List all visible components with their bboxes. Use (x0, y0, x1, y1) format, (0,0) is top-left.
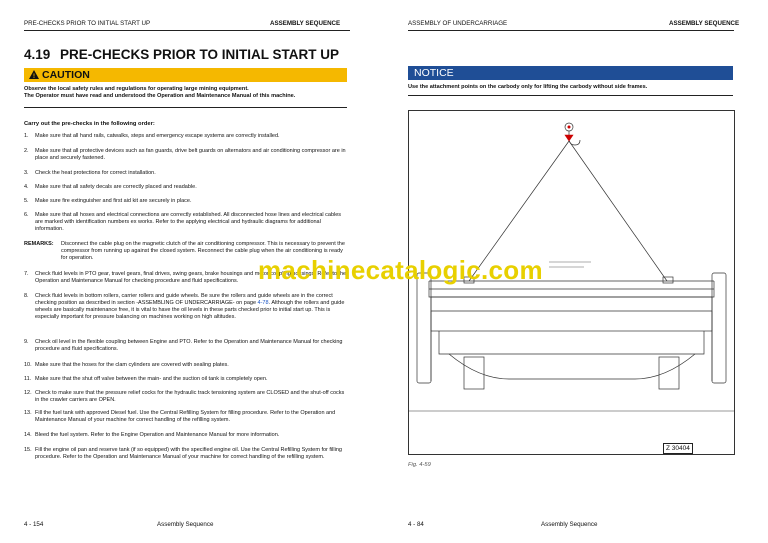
caution-line-1: Observe the local safety rules and regulations for operating large mining equipment. (24, 86, 249, 92)
right-header-title: ASSEMBLY OF UNDERCARRIAGE (408, 20, 508, 27)
roller-right (659, 357, 679, 389)
left-header-chapter: ASSEMBLY SEQUENCE (270, 20, 341, 27)
figure-id: Z 30404 (663, 443, 693, 454)
right-header-rule (408, 30, 734, 31)
remarks-label: REMARKS: (24, 241, 54, 247)
section-number: 4.19 (24, 47, 51, 62)
list-item: 15. Fill the engine oil pan and reserve tank (if so equipped) with the specified engine oil. Use the Central Refilling System for filling procedure. Refer to the Operation and Maintenance Manual of your machine for correct handling of the refilling system. (24, 447, 342, 460)
section-title (24, 47, 339, 62)
caution-line-2: The Operator must have read and understood the Operation and Maintenance Manual of this machine. (24, 93, 296, 100)
hook-point-icon (568, 126, 570, 128)
list-item: 10. Make sure that the hoses for the clam cylinders are covered with sealing plates. (24, 362, 229, 368)
right-footer-title: Assembly Sequence (541, 521, 598, 528)
left-header-rule (24, 30, 350, 31)
section-title-text: PRE-CHECKS PRIOR TO INITIAL START UP (60, 47, 340, 62)
list-item: 6. Make sure that all hoses and electrical connections are correctly established. All disconnected hose lines and electrical cables are marked with identification numbers ex works. Refer to the applying electrical and hydraulic diagrams for additional information. (24, 212, 342, 232)
right-header-chapter: ASSEMBLY SEQUENCE (669, 20, 740, 27)
left-header-title: PRE-CHECKS PRIOR TO INITIAL START UP (24, 20, 151, 27)
list-item: 12. Check to make sure that the pressure relief cocks for the hydraulic track tensioning system are CLOSED and the shut-off cocks in the crawler carriers are OPEN. (24, 390, 345, 403)
caution-banner: ! CAUTION (24, 68, 347, 82)
list-item: 4. Make sure that all safety decals are correctly placed and readable. (24, 184, 197, 190)
list-item: 3. Check the heat protections for correct installation. (24, 170, 156, 176)
watermark: machinecatalogic.com (258, 255, 543, 285)
caution-rule (24, 107, 347, 108)
notice-label: NOTICE (414, 67, 454, 79)
right-footer-page-number: 4 - 84 (408, 521, 424, 528)
roller-left (464, 357, 484, 389)
list-item: 11. Make sure that the shut off valve between the main- and the suction oil tank is completely open. (24, 376, 268, 382)
list-item: 9. Check oil level in the flexible coupling between Engine and PTO. Refer to the Operation and Maintenance Manual for checking procedure and fluid specifications. (24, 339, 343, 352)
notice-text: Use the attachment points on the carbody only for lifting the carbody without side frames. (408, 84, 648, 90)
list-item: 13. Fill the fuel tank with approved Diesel fuel. Use the Central Refilling System for filling procedure. Refer to the Operation and Maintenance Manual of your machine for correct handling of the refilling system. (24, 410, 336, 423)
list-item: 2. Make sure that all protective devices such as fan guards, drive belt guards on alternators and air conditioning compressor are in place and securely fastened. (24, 148, 346, 161)
figure-caption: Fig. 4-59 (408, 462, 431, 468)
list-item: 5. Make sure fire extinguisher and first aid kit are securely in place. (24, 198, 192, 204)
remarks-text: Disconnect the cable plug on the magnetic clutch of the air conditioning compressor. This is necessary to prevent the compressor from running up against the closed system. Reconnect the cable plug when the air conditioning is ready for operation. (61, 241, 345, 261)
checklist-intro: Carry out the pre-checks in the following order: (24, 121, 155, 127)
lifting-sling-right (569, 141, 667, 281)
notice-banner (408, 66, 733, 80)
list-item: 7. Check fluid levels in PTO gear, travel gears, final drives, swing gears, brake housings and motor coupling housings. Refer to the Operation and Maintenance Manual for checking procedure and fluid specifications. (24, 271, 347, 284)
list-item: 8. Check fluid levels in bottom rollers, carrier rollers and guide wheels. Be sure the rollers and guide wheels are in the correct checking position as described in section -ASSEMBLING OF UNDERCARRIAGE- on page 4-78. Although the rollers and guide wheels are basically maintenance free, it is vital to have the oil levels in these parts checked prior to initial start up. This is especially important for pressure balancing on machines working on high altitudes. (24, 293, 345, 320)
arrow-down-icon (565, 135, 573, 141)
left-footer-page-number: 4 - 154 (24, 521, 44, 528)
carbody-upper (431, 297, 712, 331)
caution-label: CAUTION (42, 69, 90, 81)
page-reference-link[interactable]: 4-78 (257, 299, 269, 306)
list-item: 1. Make sure that all hand rails, catwalks, steps and emergency escape systems are correctly installed. (24, 133, 280, 139)
carbody-lower (439, 331, 704, 354)
left-footer-title: Assembly Sequence (157, 521, 214, 528)
notice-rule (408, 95, 733, 96)
list-item: 14. Bleed the fuel system. Refer to the Engine Operation and Maintenance Manual for more information. (24, 432, 280, 438)
caution-text (24, 86, 347, 101)
